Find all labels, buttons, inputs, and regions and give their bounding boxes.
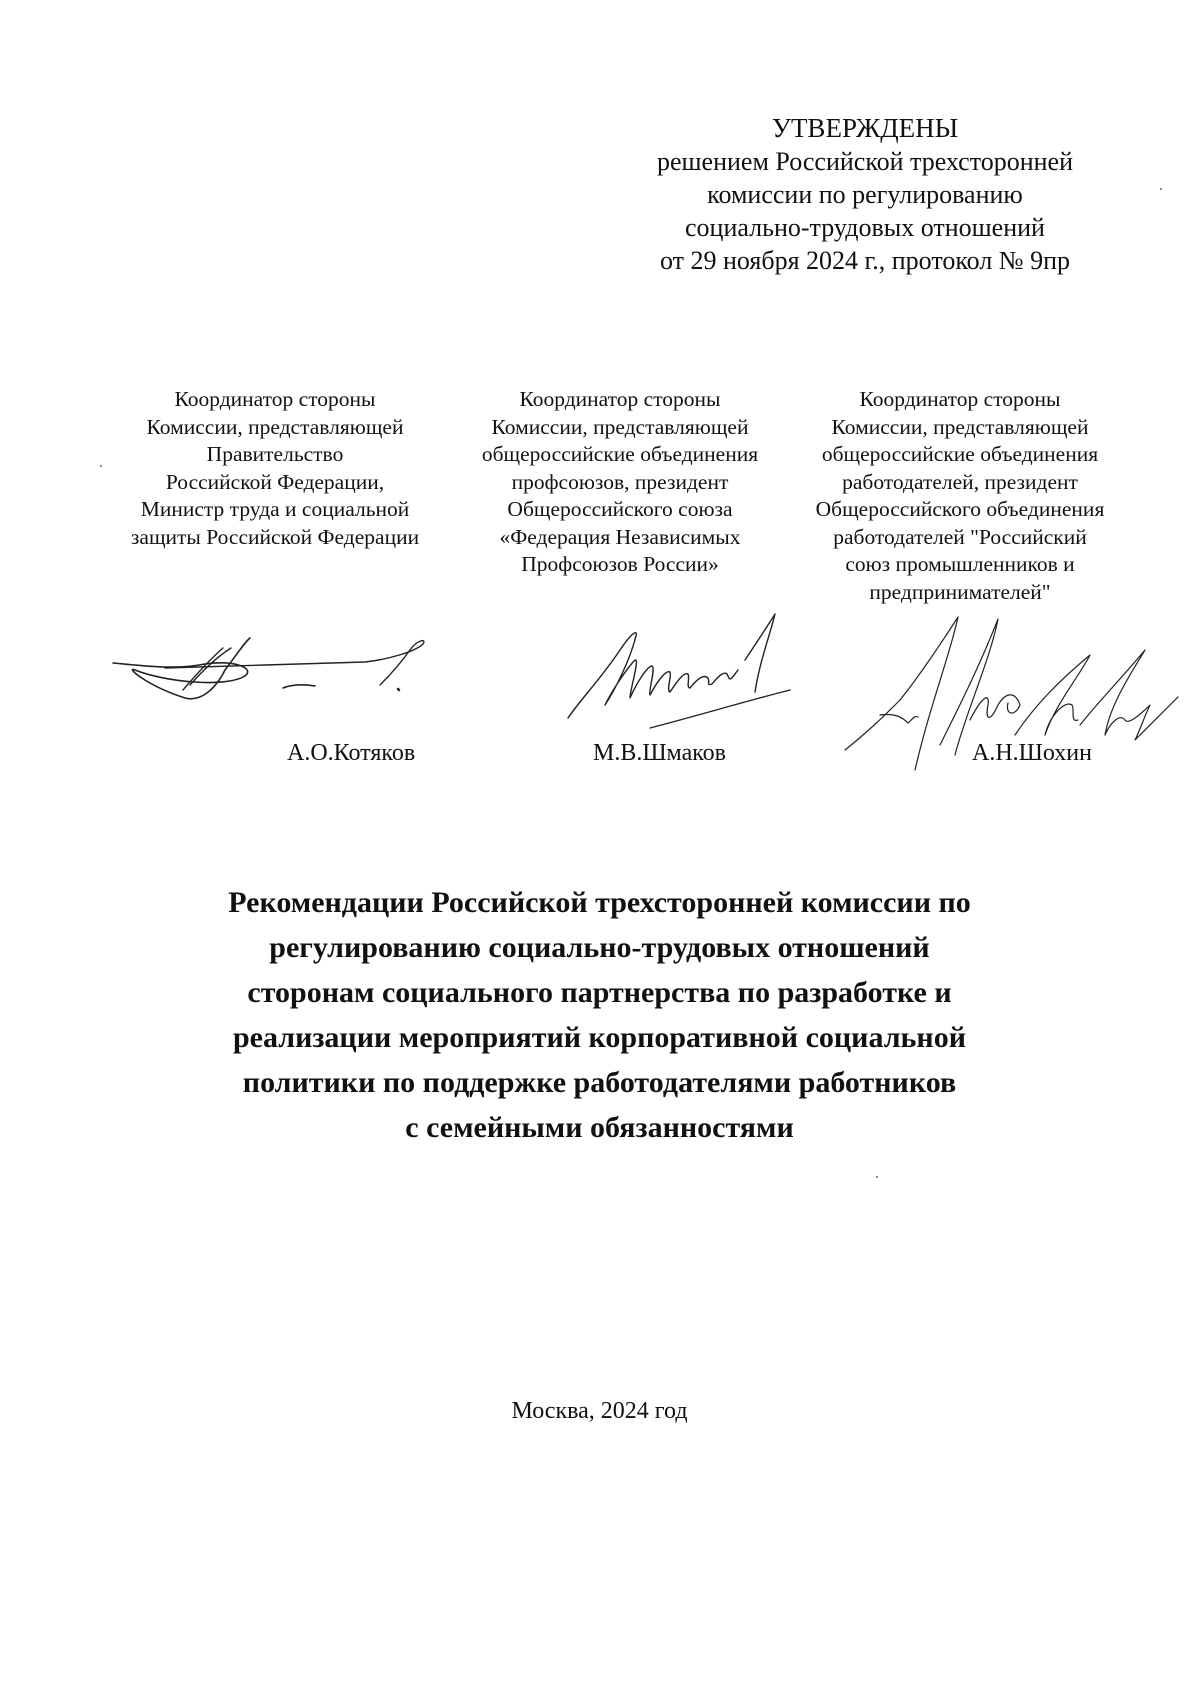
title-line: Рекомендации Российской трехсторонней комиссии по (228, 886, 971, 919)
coordinator-line: Комиссии, представляющей (146, 414, 404, 439)
signatory-name-kotyakov: А.О.Котяков (287, 740, 416, 766)
signatory-name-shokhin: А.Н.Шохин (972, 740, 1092, 766)
scan-speck (1160, 188, 1162, 190)
coordinator-line: работодателей, президент (842, 469, 1078, 494)
coordinator-line: предпринимателей" (869, 579, 1051, 604)
coordinator-trade-unions (455, 386, 785, 579)
coordinator-line: работодателей "Российский (833, 524, 1087, 549)
coordinator-line: общероссийские объединения (481, 442, 759, 466)
title-line: реализации мероприятий корпоративной социальной (233, 1021, 966, 1054)
signatory-name-shmakov: М.В.Шмаков (593, 740, 727, 766)
coordinator-line: Российской Федерации, (165, 469, 385, 494)
coordinator-government (110, 386, 440, 551)
approval-line: решением Российской трехсторонней (656, 147, 1074, 176)
coordinator-line: Правительство (206, 442, 344, 466)
signature-kotyakov (105, 630, 445, 720)
signature-shmakov (560, 600, 830, 740)
scan-speck (100, 465, 102, 467)
coordinator-line: Координатор стороны (859, 387, 1061, 411)
coordinator-line: общероссийские объединения (821, 442, 1099, 466)
coordinator-line: профсоюзов, президент (511, 469, 729, 494)
coordinator-line: Министр труда и социальной (140, 497, 410, 521)
approval-line: комиссии по регулированию (707, 180, 1023, 209)
scan-speck (876, 1176, 878, 1178)
coordinator-line: Общероссийского объединения (815, 497, 1105, 521)
coordinator-line: Комиссии, представляющей (491, 414, 749, 439)
title-line: с семейными обязанностями (405, 1111, 794, 1144)
coordinator-employers (790, 386, 1130, 606)
coordinator-line: Координатор стороны (519, 387, 721, 411)
place-and-year: Москва, 2024 год (511, 1398, 688, 1424)
coordinator-line: «Федерация Независимых (499, 524, 741, 549)
title-line: сторонам социального партнерства по разработке и (247, 976, 952, 1009)
document-title (60, 880, 1139, 1150)
coordinator-line: Координатор стороны (174, 387, 376, 411)
title-line: политики по поддержке работодателями работников (242, 1066, 957, 1099)
approval-heading: УТВЕРЖДЕНЫ (771, 113, 959, 143)
coordinator-line: Комиссии, представляющей (831, 414, 1089, 439)
approval-line: социально-трудовых отношений (685, 213, 1045, 242)
coordinator-line: союз промышленников и (845, 552, 1075, 576)
coordinator-line: защиты Российской Федерации (130, 524, 420, 549)
approval-line: от 29 ноября 2024 г., протокол № 9пр (659, 246, 1071, 275)
approval-block (630, 112, 1100, 277)
title-line: регулированию социально-трудовых отношений (269, 931, 930, 964)
coordinator-line: Профсоюзов России» (521, 552, 719, 576)
coordinator-line: Общероссийского союза (507, 497, 733, 521)
